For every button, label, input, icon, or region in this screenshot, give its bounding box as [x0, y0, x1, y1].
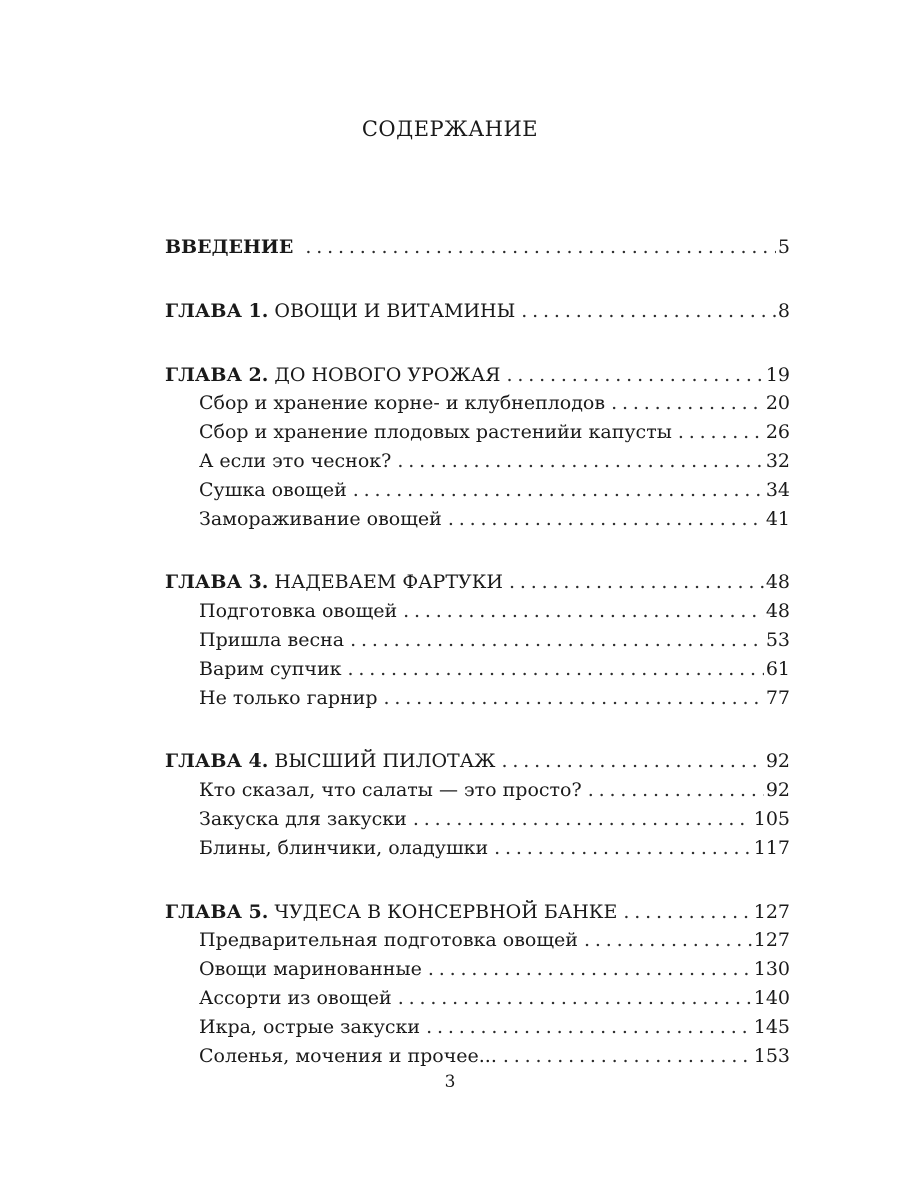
toc-section-entry[interactable]: [165, 597, 790, 626]
entry-page-number: 53: [765, 628, 790, 651]
entry-page-number: 92: [765, 750, 790, 773]
toc-spacer: [165, 533, 790, 568]
entry-page-number: 8: [777, 299, 790, 322]
dot-leader: [403, 597, 764, 626]
toc-chapter-entry[interactable]: [165, 898, 790, 927]
dot-leader: [678, 418, 764, 447]
entry-title: Не только гарнир: [199, 686, 378, 709]
entry-title: ВЫСШИЙ ПИЛОТАЖ: [274, 750, 496, 773]
toc-section-entry[interactable]: [165, 684, 790, 713]
entry-title: Ассорти из овощей: [199, 986, 392, 1009]
dot-leader: [509, 568, 764, 597]
entry-page-number: 34: [765, 478, 790, 501]
dot-leader: [588, 776, 764, 805]
dot-leader: [428, 955, 752, 984]
entry-title: ДО НОВОГО УРОЖАЯ: [274, 363, 501, 386]
entry-title: ОВОЩИ И ВИТАМИНЫ: [274, 299, 516, 322]
entry-page-number: 48: [765, 571, 790, 594]
entry-page-number: 41: [765, 507, 790, 530]
toc-chapter-entry[interactable]: [165, 233, 790, 262]
dot-leader: [584, 926, 752, 955]
entry-title: НАДЕВАЕМ ФАРТУКИ: [274, 571, 504, 594]
chapter-label: ГЛАВА 2.: [165, 363, 269, 386]
entry-title: Предварительная подготовка овощей: [199, 929, 578, 952]
entry-title: Блины, блинчики, оладушки: [199, 836, 489, 859]
toc-section-entry[interactable]: [165, 626, 790, 655]
entry-page-number: 5: [777, 236, 790, 258]
chapter-label: ГЛАВА 4.: [165, 750, 269, 773]
dot-leader: [623, 898, 751, 927]
entry-page-number: 145: [753, 1015, 790, 1038]
dot-leader: [413, 805, 752, 834]
entry-title: Сбор и хранение плодовых растенийи капусты: [199, 421, 672, 444]
dot-leader: [521, 297, 776, 326]
entry-title: Варим супчик: [199, 657, 342, 680]
toc-section-entry[interactable]: [165, 1013, 790, 1042]
entry-title: Сбор и хранение корне- и клубнеплодов: [199, 392, 606, 415]
entry-page-number: 77: [765, 686, 790, 709]
toc-section-entry[interactable]: [165, 834, 790, 863]
entry-page-number: 153: [753, 1044, 790, 1067]
entry-page-number: 127: [753, 900, 790, 923]
dot-leader: [448, 505, 764, 534]
entry-title: Сушка овощей: [199, 478, 347, 501]
dot-leader: [353, 476, 764, 505]
entry-page-number: 20: [765, 392, 790, 415]
toc-spacer: [165, 326, 790, 361]
entry-page-number: 92: [765, 779, 790, 802]
toc-section-entry[interactable]: [165, 418, 790, 447]
toc-chapter-entry[interactable]: [165, 361, 790, 390]
chapter-label: ГЛАВА 5.: [165, 900, 269, 923]
dot-leader: [350, 626, 764, 655]
entry-title: А если это чеснок?: [199, 449, 392, 472]
toc-section-entry[interactable]: [165, 984, 790, 1013]
entry-page-number: 61: [765, 657, 790, 680]
chapter-label: ГЛАВА 3.: [165, 571, 269, 594]
entry-title: Закуска для закуски: [199, 807, 407, 830]
entry-page-number: 140: [753, 986, 790, 1009]
toc-spacer: [165, 712, 790, 747]
entry-page-number: 105: [753, 807, 790, 830]
entry-title: Замораживание овощей: [199, 507, 442, 530]
entry-title: Икра, острые закуски: [199, 1015, 421, 1038]
toc-spacer: [165, 863, 790, 898]
entry-title: Пришла весна: [199, 628, 345, 651]
entry-title: Подготовка овощей: [199, 600, 398, 623]
dot-leader: [397, 447, 763, 476]
dot-leader: [503, 1042, 752, 1071]
entry-title: Кто сказал, что салаты — это просто?: [199, 779, 582, 802]
entry-page-number: 26: [765, 421, 790, 444]
toc-section-entry[interactable]: [165, 476, 790, 505]
entry-title: ЧУДЕСА В КОНСЕРВНОЙ БАНКЕ: [274, 900, 618, 923]
toc-section-entry[interactable]: [165, 655, 790, 684]
dot-leader: [348, 655, 764, 684]
dot-leader: [305, 233, 776, 262]
toc-section-entry[interactable]: [165, 805, 790, 834]
toc-chapter-entry[interactable]: [165, 568, 790, 597]
toc-section-entry[interactable]: [165, 955, 790, 984]
entry-page-number: 19: [765, 363, 790, 386]
dot-leader: [426, 1013, 752, 1042]
toc-chapter-entry[interactable]: [165, 297, 790, 326]
toc-section-entry[interactable]: [165, 389, 790, 418]
chapter-label: ГЛАВА 1.: [165, 299, 269, 322]
dot-leader: [501, 747, 763, 776]
toc-chapter-entry[interactable]: [165, 747, 790, 776]
toc-section-entry[interactable]: [165, 776, 790, 805]
toc-section-entry[interactable]: [165, 926, 790, 955]
chapter-label: ВВЕДЕНИЕ: [165, 236, 294, 258]
toc-section-entry[interactable]: [165, 1042, 790, 1071]
dot-leader: [507, 361, 764, 390]
dot-leader: [398, 984, 752, 1013]
entry-page-number: 127: [753, 929, 790, 952]
page-title: СОДЕРЖАНИЕ: [361, 117, 539, 141]
entry-page-number: 130: [753, 958, 790, 981]
toc-section-entry[interactable]: [165, 505, 790, 534]
table-of-contents: [165, 233, 790, 1070]
entry-page-number: 48: [765, 600, 790, 623]
entry-title: Соленья, мочения и прочее...: [199, 1044, 497, 1067]
entry-page-number: 117: [753, 836, 790, 859]
entry-page-number: 32: [765, 449, 790, 472]
dot-leader: [384, 684, 764, 713]
dot-leader: [494, 834, 752, 863]
entry-title: Овощи маринованные: [199, 958, 422, 981]
page-number: 3: [444, 1072, 456, 1092]
toc-section-entry[interactable]: [165, 447, 790, 476]
toc-spacer: [165, 262, 790, 297]
dot-leader: [611, 389, 764, 418]
